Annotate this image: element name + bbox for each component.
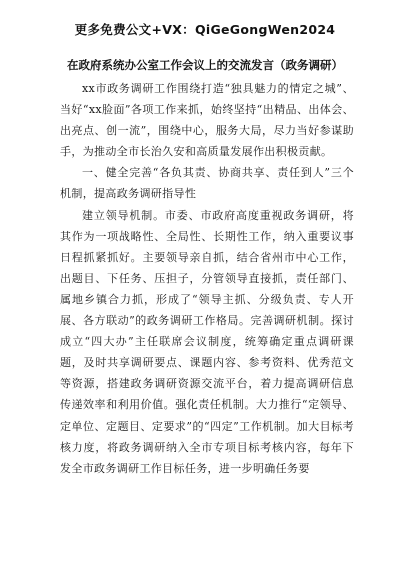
paragraph-section-heading: 一、健全完善“各负其责、协商共享、责任到人”三个机制，提高政务调研指导性 — [60, 166, 354, 201]
paragraph-mechanisms: 建立领导机制。市委、市政府高度重视政务调研，将其作为一项战略性、全局性、长期性工作，纳入重要议事日程抓紧抓好。主要领导亲自抓，结合省州市中心工作，出题目、下任务、压担子，分管领导直接抓，责任部门、属地乡镇合力抓，形成了“领导主抓、分级负责、专人开展、各方联动”的政务调研工作格局。完善调研机制。探讨成立“四大办”主任联席会议制度，统筹确定重点调研课题，及时共享调研要点、课题内容、参考资料、优秀范文等资源，搭建政务调研资源交流平台，着力提高调研信息传递效率和利用价值。强化责任机制。大力推行“定领导、定单位、定题目、定要求”的“四定”工作机制。加大目标考核力度，将政务调研纳入全市专项目标考核内容，每年下发全市政务调研工作目标任务，进一步明确任务要 — [60, 208, 354, 475]
document-body — [60, 78, 354, 479]
paragraph-intro: xx市政务调研工作围绕打造“独具魅力的情定之城”、当好“xx脸面”各项工作来抓，始终坚持“出精品、出体会、出亮点、创一流”，围绕中心，服务大局，尽力当好参谋助手，为推动全市长治久安和高质量发展作出积极贡献。 — [60, 82, 354, 159]
header-banner: 更多免费公文+VX：QiGeGongWen2024 — [74, 22, 336, 37]
document-title: 在政府系统办公室工作会议上的交流发言（政务调研） — [67, 58, 343, 72]
